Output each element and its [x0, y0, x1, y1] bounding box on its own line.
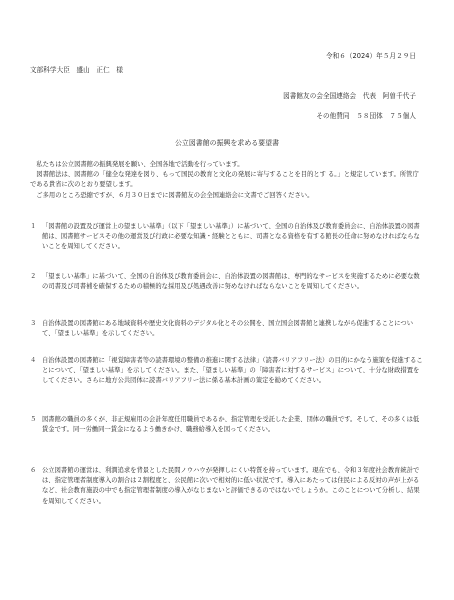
intro-paragraph: 私たちは公立図書館の振興発展を願い、全国各地で活動を行っています。 — [36, 161, 244, 168]
request-text: 図書館の職員の多くが、非正規雇用の会計年度任用職員であるか、指定管理を受託した企業、団体の職員です。そして、その多くは低賃金です。同一労働同一賃金になるよう働きかけ、職務給導入を図ってください。 — [42, 416, 420, 434]
request-text: 「図書館の設置及び運営上の望ましい基準」（以下「望ましい基準」）に基づいて、全国の自治体及び教育委員会に、自治体設置の図書館は、図書館サービスその他の運営及び行政に必要な知識・経験とともに、司書となる資格を有する館長の任命に努めなければならないことを周知してください。 — [42, 223, 420, 251]
request-item — [30, 356, 424, 387]
document-date: 令和６（2024）年５月２９日 — [325, 52, 416, 60]
intro-paragraph: 図書館法は、図書館の「健全な発達を図り、もって国民の教育と文化の発展に寄与することを目的とす る。」と規定しています。所管庁である貴省に次のとおり要望します。 — [30, 171, 419, 189]
request-text: 公立図書館の運営は、利潤追求を背景とした民間ノウハウが発揮しにくい特質を持っています。現在でも、令和３年度社会教育統計では、指定管理者制度導入の割合は２割程度と、公民館に次いで相対的に低い状況です。導入にあたっては住民による反対の声が上がるなど、社会教育施設の中でも指定管理者制度の導入がなじまないと評価できるのではないでしょうか。このことについて分析し、結果を周知してください。 — [42, 467, 420, 505]
request-number: ４ — [30, 357, 37, 364]
document-title: 公立図書館の振興を求める要望書 — [174, 139, 280, 147]
request-item — [30, 319, 424, 339]
request-number: １ — [30, 223, 37, 230]
request-number: ６ — [30, 467, 37, 474]
intro-section — [30, 160, 424, 201]
request-text: 「望ましい基準」に基づいて、全国の自治体及び教育委員会に、自治体設置の図書館は、専門的なサービスを実施するために必要な数の司書及び司書補を確保するための積極的な採用及び処遇改善に努めなければならないことを周知してください。 — [42, 273, 420, 291]
request-item — [30, 222, 424, 253]
request-number: ３ — [30, 320, 37, 327]
request-item — [30, 272, 424, 292]
supporters-count: その他賛同 ５８団体 ７５個人 — [316, 112, 416, 120]
intro-paragraph: ご多用のところ恐縮ですが、６月３０日までに図書館友の会全国連絡会に文書でご回答ください。 — [36, 191, 314, 199]
request-item — [30, 415, 424, 435]
request-text: 自治体設置の図書館にある地域資料や歴史文化資料のデジタル化とその公開を、国立国会図書館と連携しながら促進することについて、「望ましい基準」を示してください。 — [42, 320, 414, 338]
sender: 図書館友の会全国連絡会 代表 阿曽千代子 — [283, 92, 416, 100]
addressee: 文部科学大臣 盛山 正仁 様 — [30, 66, 124, 74]
request-number: ２ — [30, 273, 37, 280]
request-item — [30, 466, 424, 507]
request-number: ５ — [30, 416, 37, 423]
request-text: 自治体設置の図書館に「視覚障害者等の読書環境の整備の推進に関する法律」（読書バリアフリー法）の目的にかなう施策を促進することについて、「望ましい基準」を示してください。また、「望ましい基準」の「障害者に対するサービス」について、十分な財政措置をしてください。さらに地方公共団体に読書バリアフリー法に係る基本計画の策定を勧めてください。 — [42, 357, 423, 385]
